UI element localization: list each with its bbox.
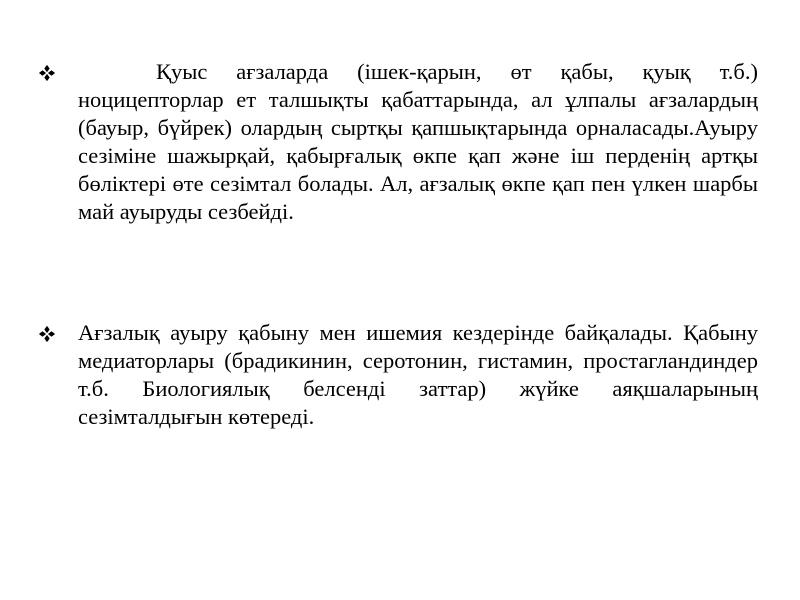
bullet-item-2 <box>38 319 758 431</box>
bullet-text-1: Қуыс ағзаларда (ішек-қарын, өт қабы, қуық т.б.) ноцицепторлар ет талшықты қабаттарында, ал ұлпалы ағзалардың (бауыр, бүйрек) олардың сыртқы қапшықтарында орналасады.Ауыру сезіміне шажырқай, қабырғалық өкпе қап және іш перденің артқы бөліктері өте сезімтал болады. Ал, ағзалық өкпе қап пен үлкен шарбы май ауыруды сезбейді. <box>78 59 758 224</box>
bullet-item-1 <box>38 58 758 226</box>
bullet-text-2: Ағзалық ауыру қабыну мен ишемия кездерінде байқалады. Қабыну медиаторлары (брадикинин, серотонин, гистамин, простагландиндер т.б. Биологиялық белсенді заттар) жүйке аяқшаларының сезімталдығын көтереді. <box>78 320 758 429</box>
diamond-bullet-icon <box>38 64 56 82</box>
bullet-paragraph-1 <box>78 58 758 226</box>
bullet-paragraph-2 <box>78 319 758 431</box>
diamond-bullet-icon <box>38 325 56 343</box>
